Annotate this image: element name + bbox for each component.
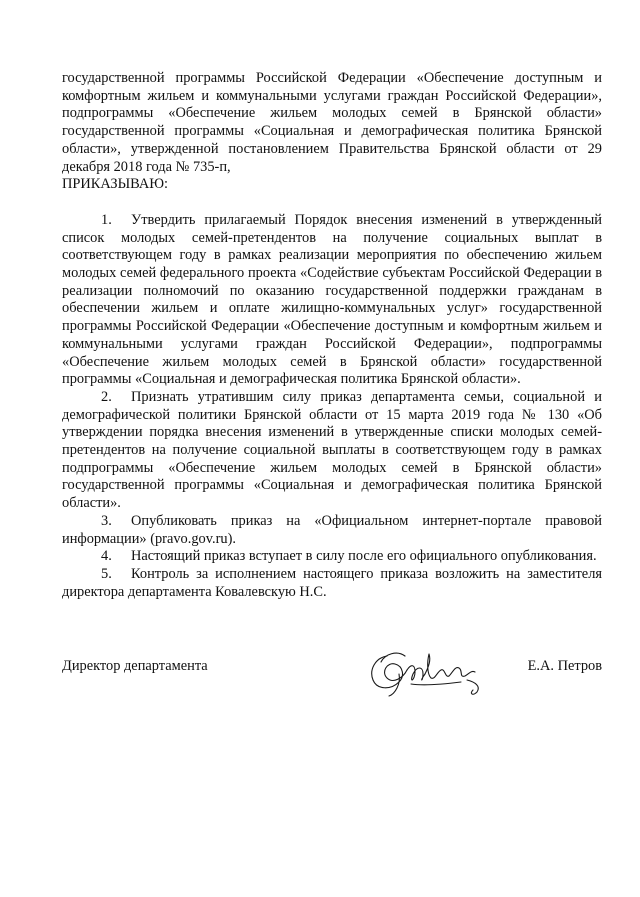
order-item-text: Опубликовать приказ на «Официальном интернет-портале правовой информации» (pravo.gov.ru). — [62, 512, 602, 547]
order-item-number: 5. — [101, 565, 112, 582]
order-item-text: Признать утратившим силу приказ департамента семьи, социальной и демографической политики Брянской области от 15 марта 2019 года № 130 «Об утверждении порядка внесения изменений в утвержденные списки молодых семей-претендентов на получение социальной выплаты в соответствующем году в рамках подпрограммы «Обеспечение жильем молодых семей в Брянской области» государственной программы «Социальная и демографическая политика Брянской области». — [62, 388, 602, 512]
order-item-text: Контроль за исполнением настоящего приказа возложить на заместителя директора департамента Ковалевскую Н.С. — [62, 565, 602, 600]
order-item — [62, 212, 602, 389]
order-item-number: 4. — [101, 548, 112, 565]
signature-block — [62, 658, 602, 718]
intro-paragraph: государственной программы Российской Федерации «Обеспечение доступным и комфортным жильем и коммунальными услугами граждан Российской Федерации», подпрограммы «Обеспечение жильем молодых семей в Брянской области» государственной программы «Социальная и демографическая политика Брянской области», утвержденной постановлением Правительства Брянской области от 29 декабря 2018 года № 735-п, — [62, 70, 602, 175]
order-item-number: 1. — [101, 211, 112, 228]
order-item — [62, 513, 602, 548]
order-item-number: 2. — [101, 388, 112, 405]
order-item-text: Утвердить прилагаемый Порядок внесения изменений в утвержденный список молодых семей-претендентов на получение социальных выплат в соответствующем году в рамках реализации мероприятия по обеспечению жильем молодых семей федерального проекта «Содействие субъектам Российской Федерации в реализации полномочий по оказанию государственной поддержки гражданам в обеспечении жильем и оплате жилищно-коммунальных услуг» государственной программы Российской Федерации «Обеспечение доступным и комфортным жильем и коммунальными услугами граждан Российской Федерации», подпрограммы «Обеспечение жильем молодых семей в Брянской области» государственной программы «Социальная и демографическая политика Брянской области». — [62, 211, 602, 388]
signatory-name: Е.А. Петров — [527, 658, 602, 674]
order-item — [62, 389, 602, 513]
order-word: ПРИКАЗЫВАЮ: — [62, 176, 169, 193]
order-item — [62, 548, 602, 566]
order-item-number: 3. — [101, 512, 112, 529]
handwritten-signature — [365, 644, 495, 700]
signatory-title: Директор департамента — [62, 658, 208, 674]
order-item-text: Настоящий приказ вступает в силу после его официального опубликования. — [131, 548, 597, 565]
document-body — [62, 70, 602, 601]
order-item — [62, 566, 602, 601]
